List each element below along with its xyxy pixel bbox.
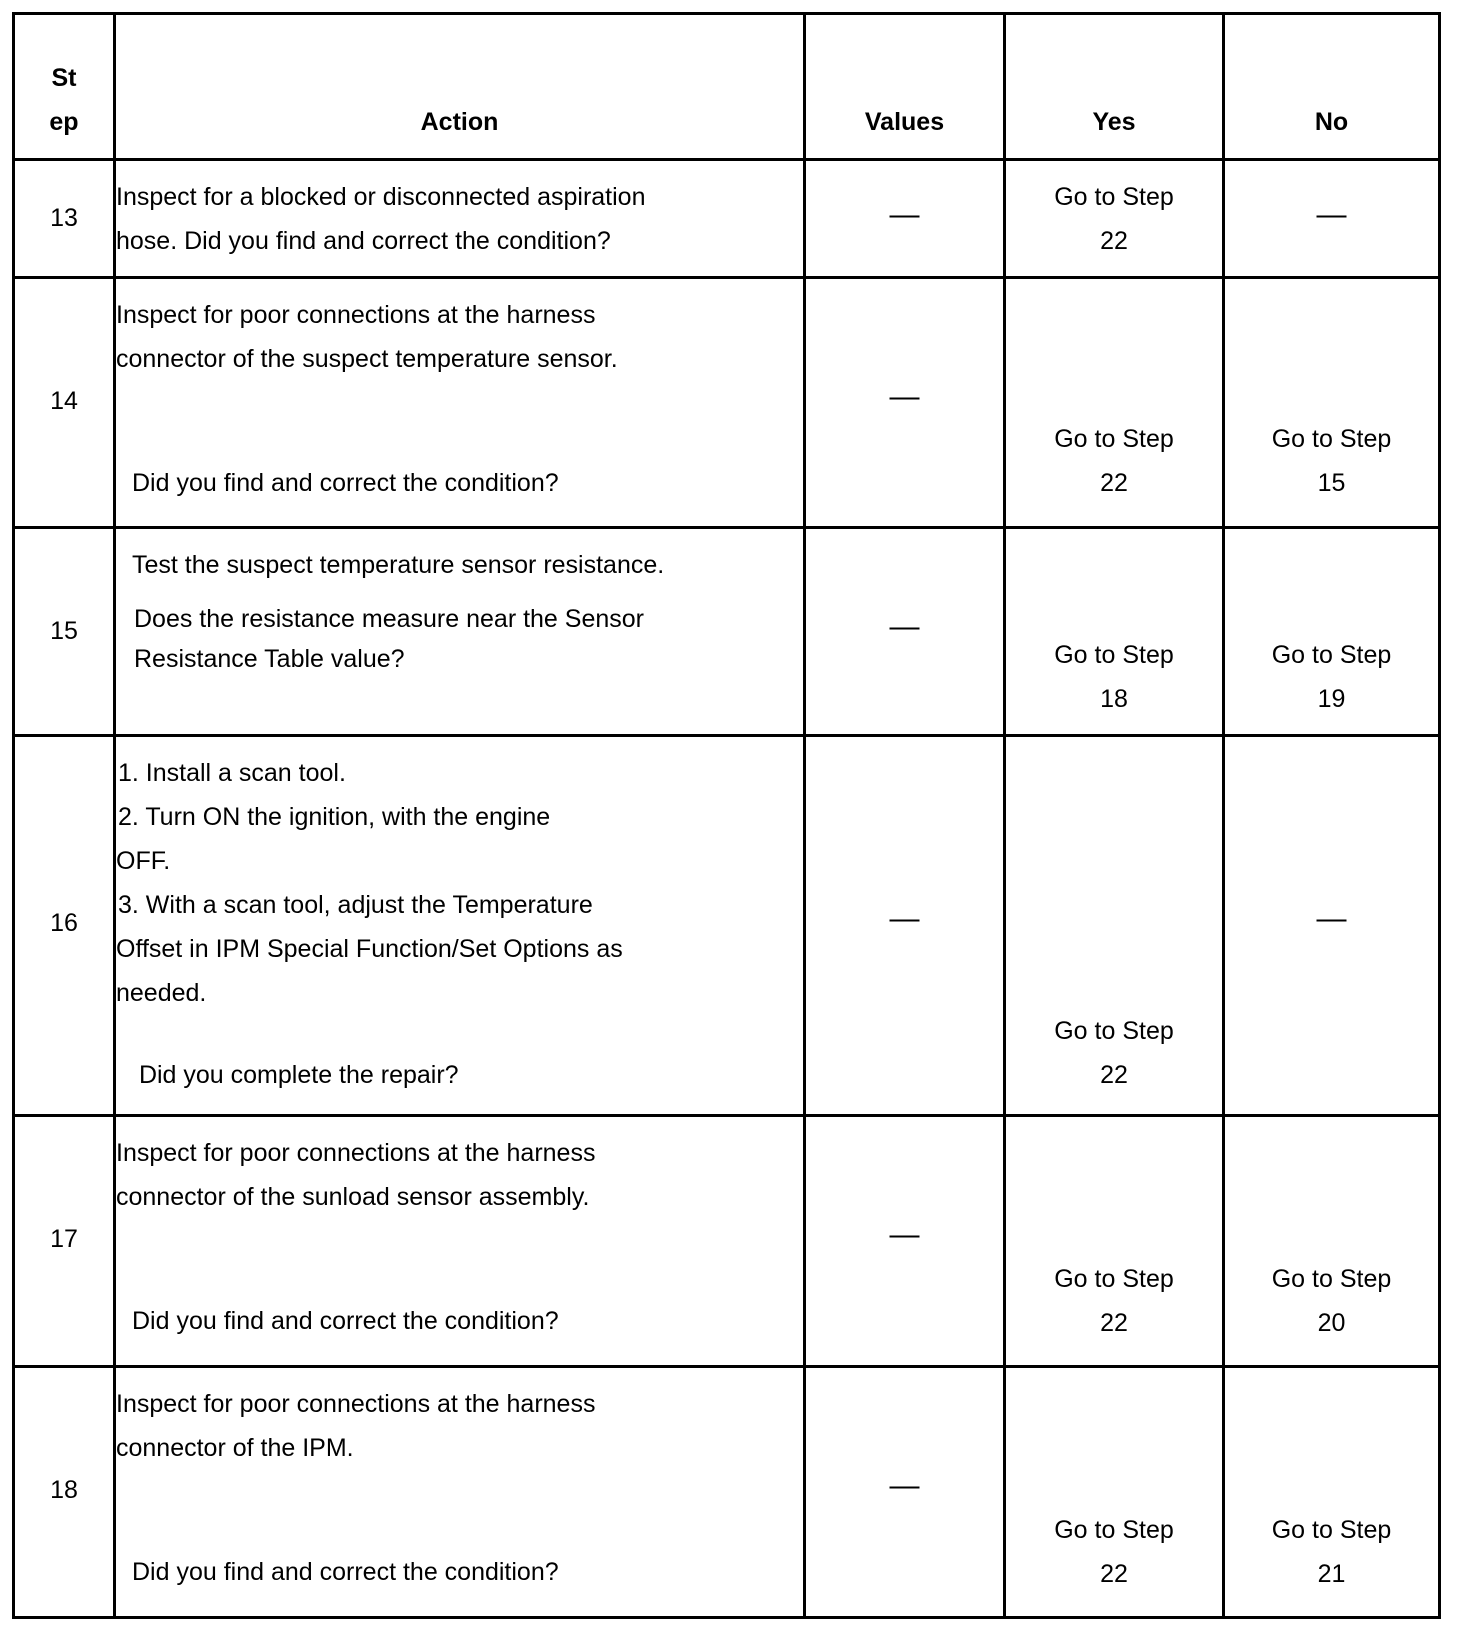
cell-text: Inspect for a blocked or disconnected aspiration bbox=[116, 183, 646, 211]
cell-text: — bbox=[1316, 902, 1347, 935]
no-cell bbox=[1224, 278, 1440, 528]
no-cell bbox=[1224, 1367, 1440, 1618]
cell-text: Offset in IPM Special Function/Set Options as bbox=[116, 935, 623, 963]
yes-cell bbox=[1005, 1116, 1224, 1367]
action-cell bbox=[115, 528, 805, 736]
cell-text: connector of the sunload sensor assembly. bbox=[116, 1183, 590, 1211]
cell-text: Did you find and correct the condition? bbox=[132, 1307, 559, 1335]
table-row bbox=[14, 278, 1440, 528]
cell-text: 14 bbox=[50, 387, 78, 415]
cell-text: Inspect for poor connections at the harness bbox=[116, 1390, 596, 1418]
header-values: Values bbox=[805, 14, 1005, 160]
cell-text: — bbox=[1316, 198, 1347, 231]
cell-text: 22 bbox=[1100, 1309, 1128, 1337]
cell-text: OFF. bbox=[116, 847, 171, 875]
table-header-row bbox=[14, 14, 1440, 160]
cell-text: Go to Step bbox=[1054, 641, 1174, 669]
cell-text: St bbox=[51, 64, 77, 92]
yes-cell bbox=[1005, 528, 1224, 736]
cell-text: Did you complete the repair? bbox=[132, 1061, 459, 1089]
cell-text: Go to Step bbox=[1054, 1516, 1174, 1544]
table-row bbox=[14, 1367, 1440, 1618]
table-row bbox=[14, 736, 1440, 1116]
cell-text: Test the suspect temperature sensor resistance. bbox=[132, 551, 665, 579]
cell-text: Go to Step bbox=[1271, 641, 1392, 669]
yes-cell bbox=[1005, 160, 1224, 278]
cell-text: Did you find and correct the condition? bbox=[132, 1558, 559, 1586]
cell-text: Go to Step bbox=[1054, 1017, 1174, 1045]
cell-text: Inspect for poor connections at the harness bbox=[116, 301, 596, 329]
no-cell bbox=[1224, 1116, 1440, 1367]
header-step bbox=[14, 14, 115, 160]
cell-text: Does the resistance measure near the Sensor bbox=[134, 605, 644, 633]
cell-text: 22 bbox=[1100, 1061, 1128, 1089]
action-cell bbox=[115, 1116, 805, 1367]
cell-text: — bbox=[889, 902, 920, 935]
cell-text: 13 bbox=[50, 204, 78, 232]
cell-text: Did you find and correct the condition? bbox=[132, 469, 559, 497]
step-number bbox=[14, 160, 115, 278]
values-cell bbox=[805, 1367, 1005, 1618]
action-cell bbox=[115, 736, 805, 1116]
action-cell bbox=[115, 278, 805, 528]
yes-cell bbox=[1005, 1367, 1224, 1618]
cell-text: 3. With a scan tool, adjust the Temperature bbox=[118, 891, 593, 919]
values-cell bbox=[805, 1116, 1005, 1367]
header-no: No bbox=[1224, 14, 1440, 160]
cell-text: Resistance Table value? bbox=[134, 645, 405, 673]
cell-text: — bbox=[889, 1469, 920, 1502]
no-cell bbox=[1224, 160, 1440, 278]
cell-text: 2. Turn ON the ignition, with the engine bbox=[118, 803, 551, 831]
action-cell bbox=[115, 1367, 805, 1618]
cell-text: — bbox=[889, 1218, 920, 1251]
no-cell bbox=[1224, 528, 1440, 736]
cell-text: 20 bbox=[1317, 1309, 1346, 1337]
cell-text: 18 bbox=[50, 1476, 78, 1504]
no-cell bbox=[1224, 736, 1440, 1116]
step-number bbox=[14, 1116, 115, 1367]
cell-text: connector of the IPM. bbox=[116, 1434, 354, 1462]
header-action: Action bbox=[115, 14, 805, 160]
header-yes: Yes bbox=[1005, 14, 1224, 160]
cell-text: ep bbox=[49, 108, 79, 136]
cell-text: 22 bbox=[1100, 1560, 1128, 1588]
values-cell bbox=[805, 736, 1005, 1116]
cell-text: Go to Step bbox=[1054, 425, 1174, 453]
cell-text: 17 bbox=[50, 1225, 78, 1253]
action-cell bbox=[115, 160, 805, 278]
step-number bbox=[14, 1367, 115, 1618]
cell-text: 15 bbox=[50, 617, 78, 645]
cell-text: Go to Step bbox=[1054, 1265, 1174, 1293]
cell-text: 15 bbox=[1317, 469, 1346, 497]
cell-text: Go to Step bbox=[1271, 1516, 1392, 1544]
cell-text: 21 bbox=[1317, 1560, 1346, 1588]
cell-text: — bbox=[889, 610, 920, 643]
cell-text: 1. Install a scan tool. bbox=[118, 759, 346, 787]
cell-text: Inspect for poor connections at the harness bbox=[116, 1139, 596, 1167]
values-cell bbox=[805, 528, 1005, 736]
cell-text: 18 bbox=[1100, 685, 1128, 713]
cell-text: connector of the suspect temperature sensor. bbox=[116, 345, 618, 373]
cell-text: 16 bbox=[50, 909, 78, 937]
cell-text: 22 bbox=[1100, 227, 1128, 255]
values-cell bbox=[805, 160, 1005, 278]
cell-text: Go to Step bbox=[1054, 183, 1174, 211]
cell-text: — bbox=[889, 198, 920, 231]
values-cell bbox=[805, 278, 1005, 528]
table-row bbox=[14, 160, 1440, 278]
table-row bbox=[14, 528, 1440, 736]
cell-text: 19 bbox=[1317, 685, 1346, 713]
yes-cell bbox=[1005, 736, 1224, 1116]
cell-text: Go to Step bbox=[1271, 425, 1392, 453]
cell-text: needed. bbox=[116, 979, 207, 1007]
yes-cell bbox=[1005, 278, 1224, 528]
cell-text: 22 bbox=[1100, 469, 1128, 497]
step-number bbox=[14, 528, 115, 736]
cell-text: Go to Step bbox=[1271, 1265, 1392, 1293]
cell-text: — bbox=[889, 380, 920, 413]
cell-text: hose. Did you find and correct the condition? bbox=[116, 227, 611, 255]
table-row bbox=[14, 1116, 1440, 1367]
step-number bbox=[14, 736, 115, 1116]
step-number bbox=[14, 278, 115, 528]
diagnostic-steps-table bbox=[12, 12, 1441, 1619]
